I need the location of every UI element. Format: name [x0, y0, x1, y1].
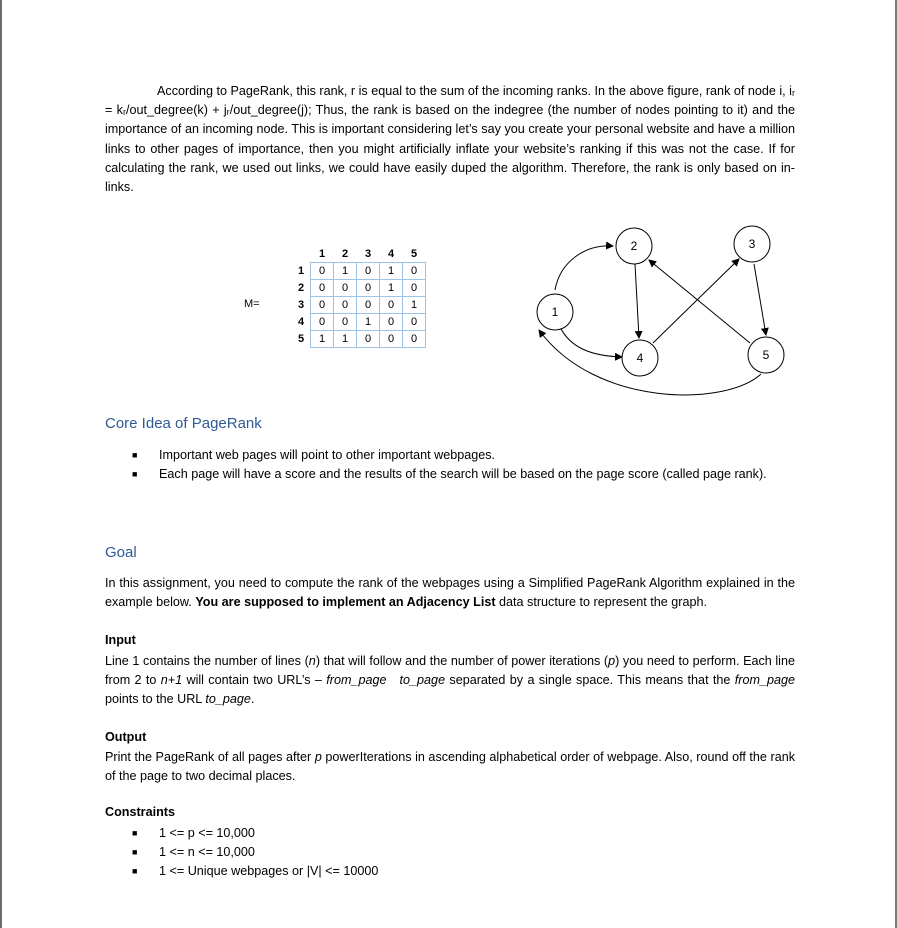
matrix-cell: 0 — [334, 314, 357, 331]
matrix-row-header: 4 — [297, 316, 305, 328]
matrix-cell: 1 — [334, 263, 357, 280]
matrix-corner — [292, 246, 311, 263]
matrix-cell: 1 — [380, 280, 403, 297]
matrix-row — [292, 263, 426, 280]
matrix-col-header: 5 — [410, 248, 418, 260]
input-to-page: to_page — [399, 673, 446, 688]
list-item-text: 1 <= Unique webpages or |V| <= 10000 — [159, 864, 379, 879]
edge-3-to-5 — [754, 264, 766, 335]
square-bullet-icon: ■ — [132, 866, 138, 877]
matrix-col-header: 2 — [341, 248, 349, 260]
square-bullet-icon: ■ — [132, 847, 138, 858]
edge-5-to-2 — [649, 260, 750, 343]
square-bullet-icon: ■ — [132, 828, 138, 838]
input-from-page: from_page — [326, 673, 387, 688]
goal-text-bold: You are supposed to implement an Adjacency List — [195, 595, 496, 610]
list-item-text: Each page will have a score and the results of the search will be based on the page score (called page rank). — [159, 467, 767, 482]
edge-1-to-2 — [555, 246, 613, 290]
matrix-header-row — [292, 246, 426, 263]
matrix-row — [292, 297, 426, 314]
input-var-n: n — [308, 654, 316, 668]
matrix-cell: 0 — [357, 331, 380, 348]
matrix-row — [292, 331, 426, 348]
matrix-cell: 0 — [403, 314, 426, 331]
matrix-cell: 0 — [380, 314, 403, 331]
page-border-left — [0, 0, 2, 928]
graph-node-label: 5 — [762, 348, 770, 362]
goal-heading: Goal — [105, 544, 137, 561]
input-text: separated by a single space. This means that the — [445, 673, 735, 688]
list-item-text: 1 <= p <= 10,000 — [159, 826, 255, 840]
output-paragraph — [105, 748, 795, 786]
intro-paragraph: According to PageRank, this rank, r is equal to the sum of the incoming ranks. In the above figure, rank of node i, iᵣ = kᵣ/out_degree(k) + jᵣ/out_degree(j); Thus, the rank is based on the indegree (the number of nodes pointing to it) and the importance of an incoming node. This is important considering let’s say you create your personal website and have a million links to other pages of importance, then you might artificially inflate your website’s ranking if this was not the case. If for calculating the rank, we used out links, we could have easily duped the algorithm. Therefore, the rank is only based on in-links. — [105, 84, 795, 195]
edge-4-to-3 — [653, 259, 739, 343]
matrix-label: M= — [244, 298, 260, 310]
graph-node-label: 1 — [551, 305, 559, 319]
square-bullet-icon: ■ — [132, 450, 138, 460]
input-var-p: p — [608, 654, 616, 668]
square-bullet-icon: ■ — [132, 469, 138, 480]
input-text: ) that will follow and the number of power iterations ( — [315, 654, 609, 668]
output-var-p: p — [314, 750, 322, 764]
core-idea-heading: Core Idea of PageRank — [105, 415, 262, 432]
input-to-page: to_page — [205, 692, 251, 707]
matrix-row-header: 3 — [297, 299, 305, 311]
matrix-cell: 1 — [334, 331, 357, 348]
list-item — [132, 446, 772, 465]
matrix-row-header: 5 — [297, 333, 305, 345]
graph-node-label: 3 — [748, 237, 756, 251]
matrix-cell: 0 — [357, 263, 380, 280]
link-graph-diagram — [525, 222, 795, 412]
graph-node-label: 4 — [636, 351, 644, 365]
list-item — [132, 862, 532, 881]
matrix-cell: 0 — [334, 297, 357, 314]
input-text: will contain two URL’s – — [182, 673, 327, 688]
list-item — [132, 824, 532, 843]
input-paragraph — [105, 652, 795, 710]
output-text: powerIterations in ascending alphabetical order of webpage. Also, round off the rank of the page to two decimal places. — [105, 750, 795, 784]
graph-node-label: 2 — [630, 239, 638, 253]
edge-2-to-4 — [635, 264, 639, 338]
matrix-row — [292, 280, 426, 297]
graph-node-1 — [537, 294, 573, 330]
matrix-cell: 0 — [357, 297, 380, 314]
matrix-cell: 0 — [311, 297, 334, 314]
constraints-heading: Constraints — [105, 805, 175, 819]
matrix-row — [292, 314, 426, 331]
constraints-list — [132, 824, 532, 882]
core-idea-list — [132, 446, 772, 484]
matrix-cell: 0 — [380, 331, 403, 348]
input-var-n-plus-1: n+1 — [160, 673, 183, 688]
matrix-cell: 1 — [357, 314, 380, 331]
input-text: Line 1 contains the number of lines ( — [105, 654, 309, 668]
matrix-cell: 1 — [380, 263, 403, 280]
matrix-cell: 0 — [403, 280, 426, 297]
list-item-text: 1 <= n <= 10,000 — [159, 845, 255, 860]
matrix-row-header: 2 — [297, 282, 305, 294]
list-item — [132, 465, 772, 484]
matrix-cell: 0 — [357, 280, 380, 297]
matrix-row-header: 1 — [297, 265, 305, 277]
matrix-cell: 1 — [311, 331, 334, 348]
list-item — [132, 843, 532, 862]
input-text: . — [250, 692, 255, 707]
output-heading: Output — [105, 730, 147, 744]
graph-node-2 — [616, 228, 652, 264]
matrix-col-header: 1 — [318, 248, 326, 260]
graph-node-4 — [622, 340, 658, 376]
matrix-cell: 0 — [403, 331, 426, 348]
graph-node-5 — [748, 337, 784, 373]
matrix-cell: 1 — [403, 297, 426, 314]
matrix-cell: 0 — [311, 280, 334, 297]
goal-text-tail: data structure to represent the graph. — [499, 595, 707, 610]
graph-node-3 — [734, 226, 770, 262]
edge-1-to-4 — [560, 327, 622, 357]
adjacency-matrix — [292, 246, 426, 348]
output-text: Print the PageRank of all pages after — [105, 750, 315, 764]
matrix-cell: 0 — [311, 314, 334, 331]
goal-text: In this assignment, you need to compute the rank of the webpages using a Simplified PageRank Algorithm explained in the example below. — [105, 576, 795, 610]
input-heading: Input — [105, 633, 136, 647]
matrix-col-header: 3 — [364, 248, 372, 260]
goal-paragraph — [105, 574, 795, 612]
input-text: ) you need to perform. Each line from 2 to — [105, 654, 795, 688]
matrix-cell: 0 — [311, 263, 334, 280]
matrix-col-header: 4 — [387, 248, 395, 260]
matrix-cell: 0 — [380, 297, 403, 314]
list-item-text: Important web pages will point to other important webpages. — [159, 448, 496, 462]
matrix-cell: 0 — [334, 280, 357, 297]
matrix-cell: 0 — [403, 263, 426, 280]
input-from-page: from_page — [734, 673, 795, 688]
input-text: points to the URL — [105, 692, 206, 707]
